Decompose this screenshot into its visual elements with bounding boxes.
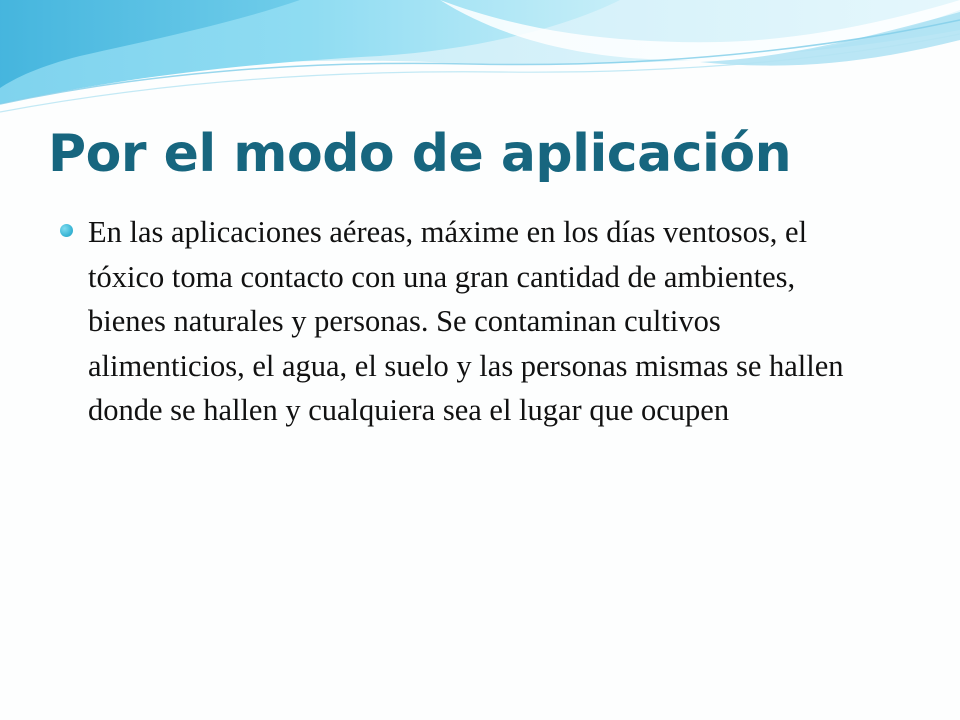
bullet-item: [60, 210, 870, 433]
bullet-text: En las aplicaciones aéreas, máxime en los días ventosos, el tóxico toma contacto con una gran cantidad de ambientes, bienes naturales y personas. Se contaminan cultivos alimenticios, el agua, el suelo y las personas mismas se hallen donde se hallen y cualquiera sea el lugar que ocupen: [88, 215, 844, 427]
slide-title: Por el modo de aplicación: [48, 124, 792, 184]
circle-bullet-icon: [60, 224, 73, 237]
decorative-wave-header: [0, 0, 960, 120]
bullet-list: [60, 210, 870, 433]
